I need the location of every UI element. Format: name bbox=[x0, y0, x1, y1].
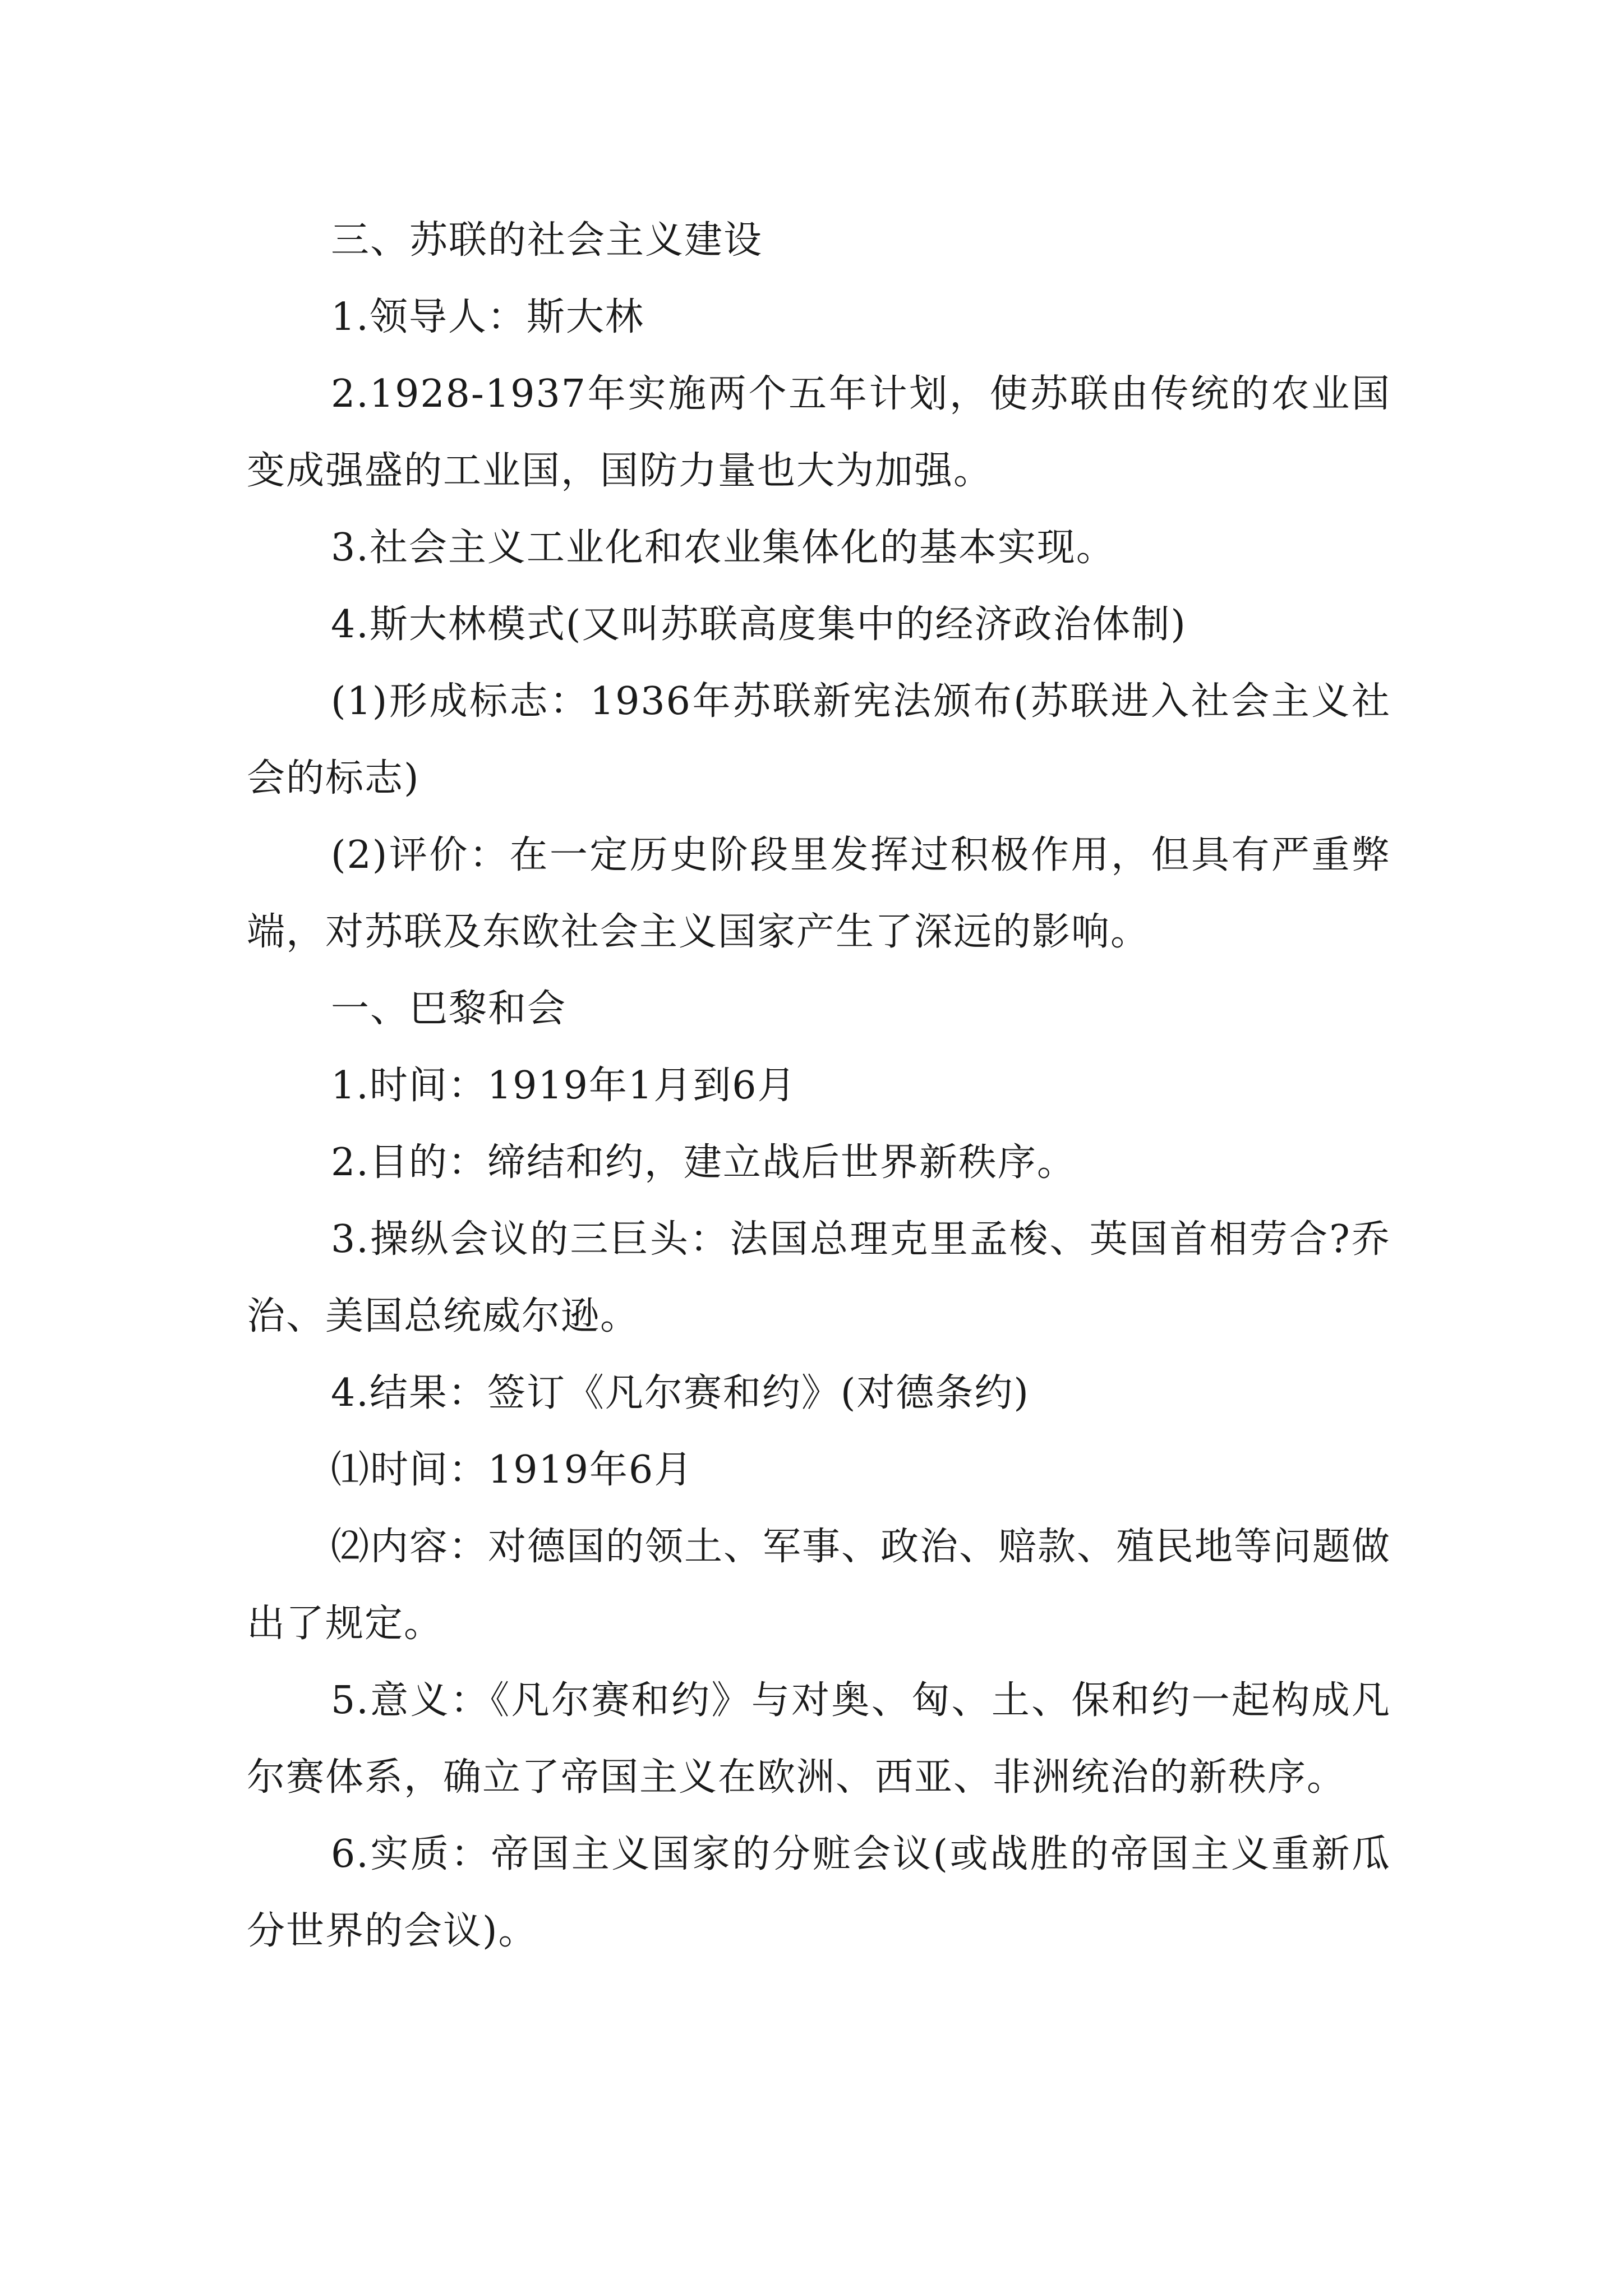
paragraph-time: 1.时间：1919年1月到6月 bbox=[331, 1064, 797, 1108]
paragraph-evaluation: (2)评价：在一定历史阶段里发挥过积极作用，但具有严重弊端，对苏联及东欧社会主义国家产生了深远的影响。 bbox=[247, 833, 1391, 954]
paragraph-formation-sign: (1)形成标志：1936年苏联新宪法颁布(苏联进入社会主义社会的标志) bbox=[247, 679, 1391, 800]
paragraph-big-three: 3.操纵会议的三巨头：法国总理克里孟梭、英国首相劳合?乔治、美国总统威尔逊。 bbox=[247, 1217, 1391, 1338]
paragraph-treaty-content: ⑵内容：对德国的领土、军事、政治、赔款、殖民地等问题做出了规定。 bbox=[247, 1525, 1391, 1646]
paragraph-significance: 5.意义：《凡尔赛和约》与对奥、匈、土、保和约一起构成凡尔赛体系，确立了帝国主义在欧洲、西亚、非洲统治的新秩序。 bbox=[247, 1678, 1391, 1800]
paragraph-leader: 1.领导人：斯大林 bbox=[331, 295, 644, 339]
section-heading-paris-conference: 一、巴黎和会 bbox=[331, 987, 567, 1031]
paragraph-result: 4.结果：签订《凡尔赛和约》(对德条约) bbox=[331, 1371, 1030, 1415]
paragraph-five-year-plans: 2.1928-1937年实施两个五年计划，使苏联由传统的农业国变成强盛的工业国，国防力量也大为加强。 bbox=[247, 372, 1391, 493]
paragraph-stalin-model: 4.斯大林模式(又叫苏联高度集中的经济政治体制) bbox=[331, 602, 1187, 647]
paragraph-purpose: 2.目的：缔结和约，建立战后世界新秩序。 bbox=[331, 1140, 1076, 1185]
document-body bbox=[247, 202, 1391, 1970]
section-heading-soviet-construction: 三、苏联的社会主义建设 bbox=[331, 218, 763, 263]
paragraph-essence: 6.实质：帝国主义国家的分赃会议(或战胜的帝国主义重新瓜分世界的会议)。 bbox=[247, 1832, 1391, 1953]
paragraph-treaty-time: ⑴时间：1919年6月 bbox=[331, 1448, 694, 1492]
paragraph-industrialization: 3.社会主义工业化和农业集体化的基本实现。 bbox=[331, 526, 1115, 570]
